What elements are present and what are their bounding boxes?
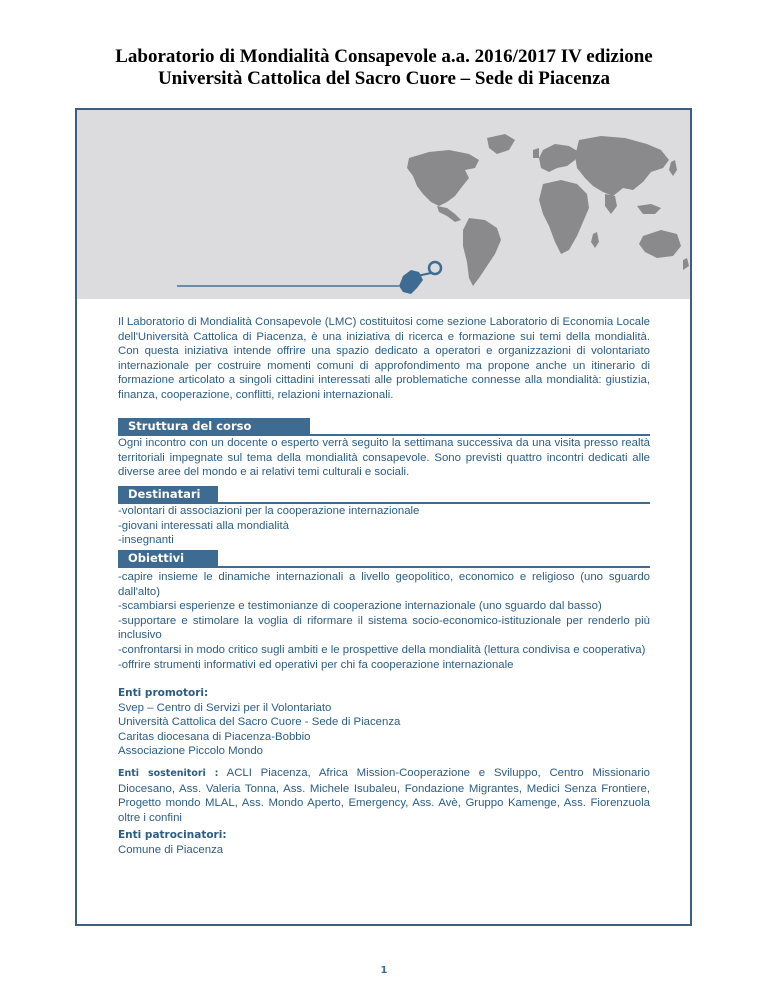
patrocinatori-title: Enti patrocinatori: <box>118 829 227 841</box>
list-item: Università Cattolica del Sacro Cuore - Sede di Piacenza <box>118 716 401 729</box>
list-item: -giovani interessati alla mondialità <box>118 519 289 532</box>
list-item: -insegnanti <box>118 534 174 547</box>
header-line-2: Università Cattolica del Sacro Cuore – Sede di Piacenza <box>157 68 611 89</box>
list-item: -scambiarsi esperienze e testimonianze di cooperazione internazionale (uno sguardo dal basso) <box>118 600 602 613</box>
header-line-1: Laboratorio di Mondialità Consapevole a.a. 2016/2017 IV edizione <box>115 46 653 67</box>
obiettivi-list <box>118 570 650 672</box>
page-number: 1 <box>380 965 388 976</box>
world-map-illustration <box>77 110 690 299</box>
section-title-obiettivi: Obiettivi <box>118 550 218 567</box>
hero-banner <box>77 110 690 299</box>
list-item: Comune di Piacenza <box>118 843 224 856</box>
destinatari-list <box>118 504 650 548</box>
sostenitori-block <box>118 766 650 825</box>
list-item: -supportare e stimolare la voglia di riformare il sistema socio-economico-istituzionale per renderlo più inclusivo <box>118 614 650 642</box>
intro-paragraph: Il Laboratorio di Mondialità Consapevole (LMC) costituitosi come sezione Laboratorio di Economia Locale dell'Università Cattolica di Piacenza, è una iniziativa di ricerca e formazione sui temi della mondialità. Con questa iniziativa intende offrire una spazio dedicato a operatori e organizzazioni di volontariato internazionale per costruire momenti comuni di approfondimento ma propone anche un itinerario di formazione articolato a singoli cittadini interessati alle problematiche connesse alla mondialità: giustizia, finanza, cooperazione, conflitti, relazioni internazionali. <box>118 316 650 401</box>
section-title-destinatari: Destinatari <box>118 486 218 503</box>
list-item: -offrire strumenti informativi ed operativi per chi fa cooperazione internazionale <box>118 658 514 671</box>
struttura-text: Ogni incontro con un docente o esperto verrà seguito la settimana successiva da una visita presso realtà territoriali impegnate sul tema della mondialità consapevole. Sono previsti quattro incontri dedicati alle diverse aree del mondo e ai relativi temi culturali e sociali. <box>118 437 650 479</box>
promotori-title: Enti promotori: <box>118 687 209 699</box>
section-rule-obiettivi <box>118 566 650 568</box>
list-item: Associazione Piccolo Mondo <box>118 745 263 758</box>
sostenitori-text: ACLI Piacenza, Africa Mission-Cooperazione e Sviluppo, Centro Missionario Diocesano, Ass. Valeria Tonna, Ass. Michele Isubaleu, Fondazione Migrantes, Medici Senza Frontiere, Progetto mondo MLAL, Ass. Mondo Aperto, Emergency, Ass. Avè, Gruppo Kamenge, Ass. Fiorenzuola oltre i confini <box>118 767 650 824</box>
list-item: -capire insieme le dinamiche internazionali a livello geopolitico, economico e religioso (uno sguardo dall'alto) <box>118 571 650 598</box>
promotori-block <box>118 686 650 759</box>
list-item: -confrontarsi in modo critico sugli ambiti e le prospettive della mondialità (lettura condivisa e cooperativa) <box>118 643 646 656</box>
content-frame <box>75 108 692 926</box>
section-title-struttura: Struttura del corso <box>118 418 310 435</box>
list-item: Caritas diocesana di Piacenza-Bobbio <box>118 730 311 743</box>
document-header <box>0 46 768 90</box>
list-item: -volontari di associazioni per la cooperazione internazionale <box>118 505 420 517</box>
patrocinatori-block <box>118 828 650 857</box>
sostenitori-title: Enti sostenitori : <box>118 768 219 779</box>
list-item: Svep – Centro di Servizi per il Volontariato <box>118 701 332 714</box>
